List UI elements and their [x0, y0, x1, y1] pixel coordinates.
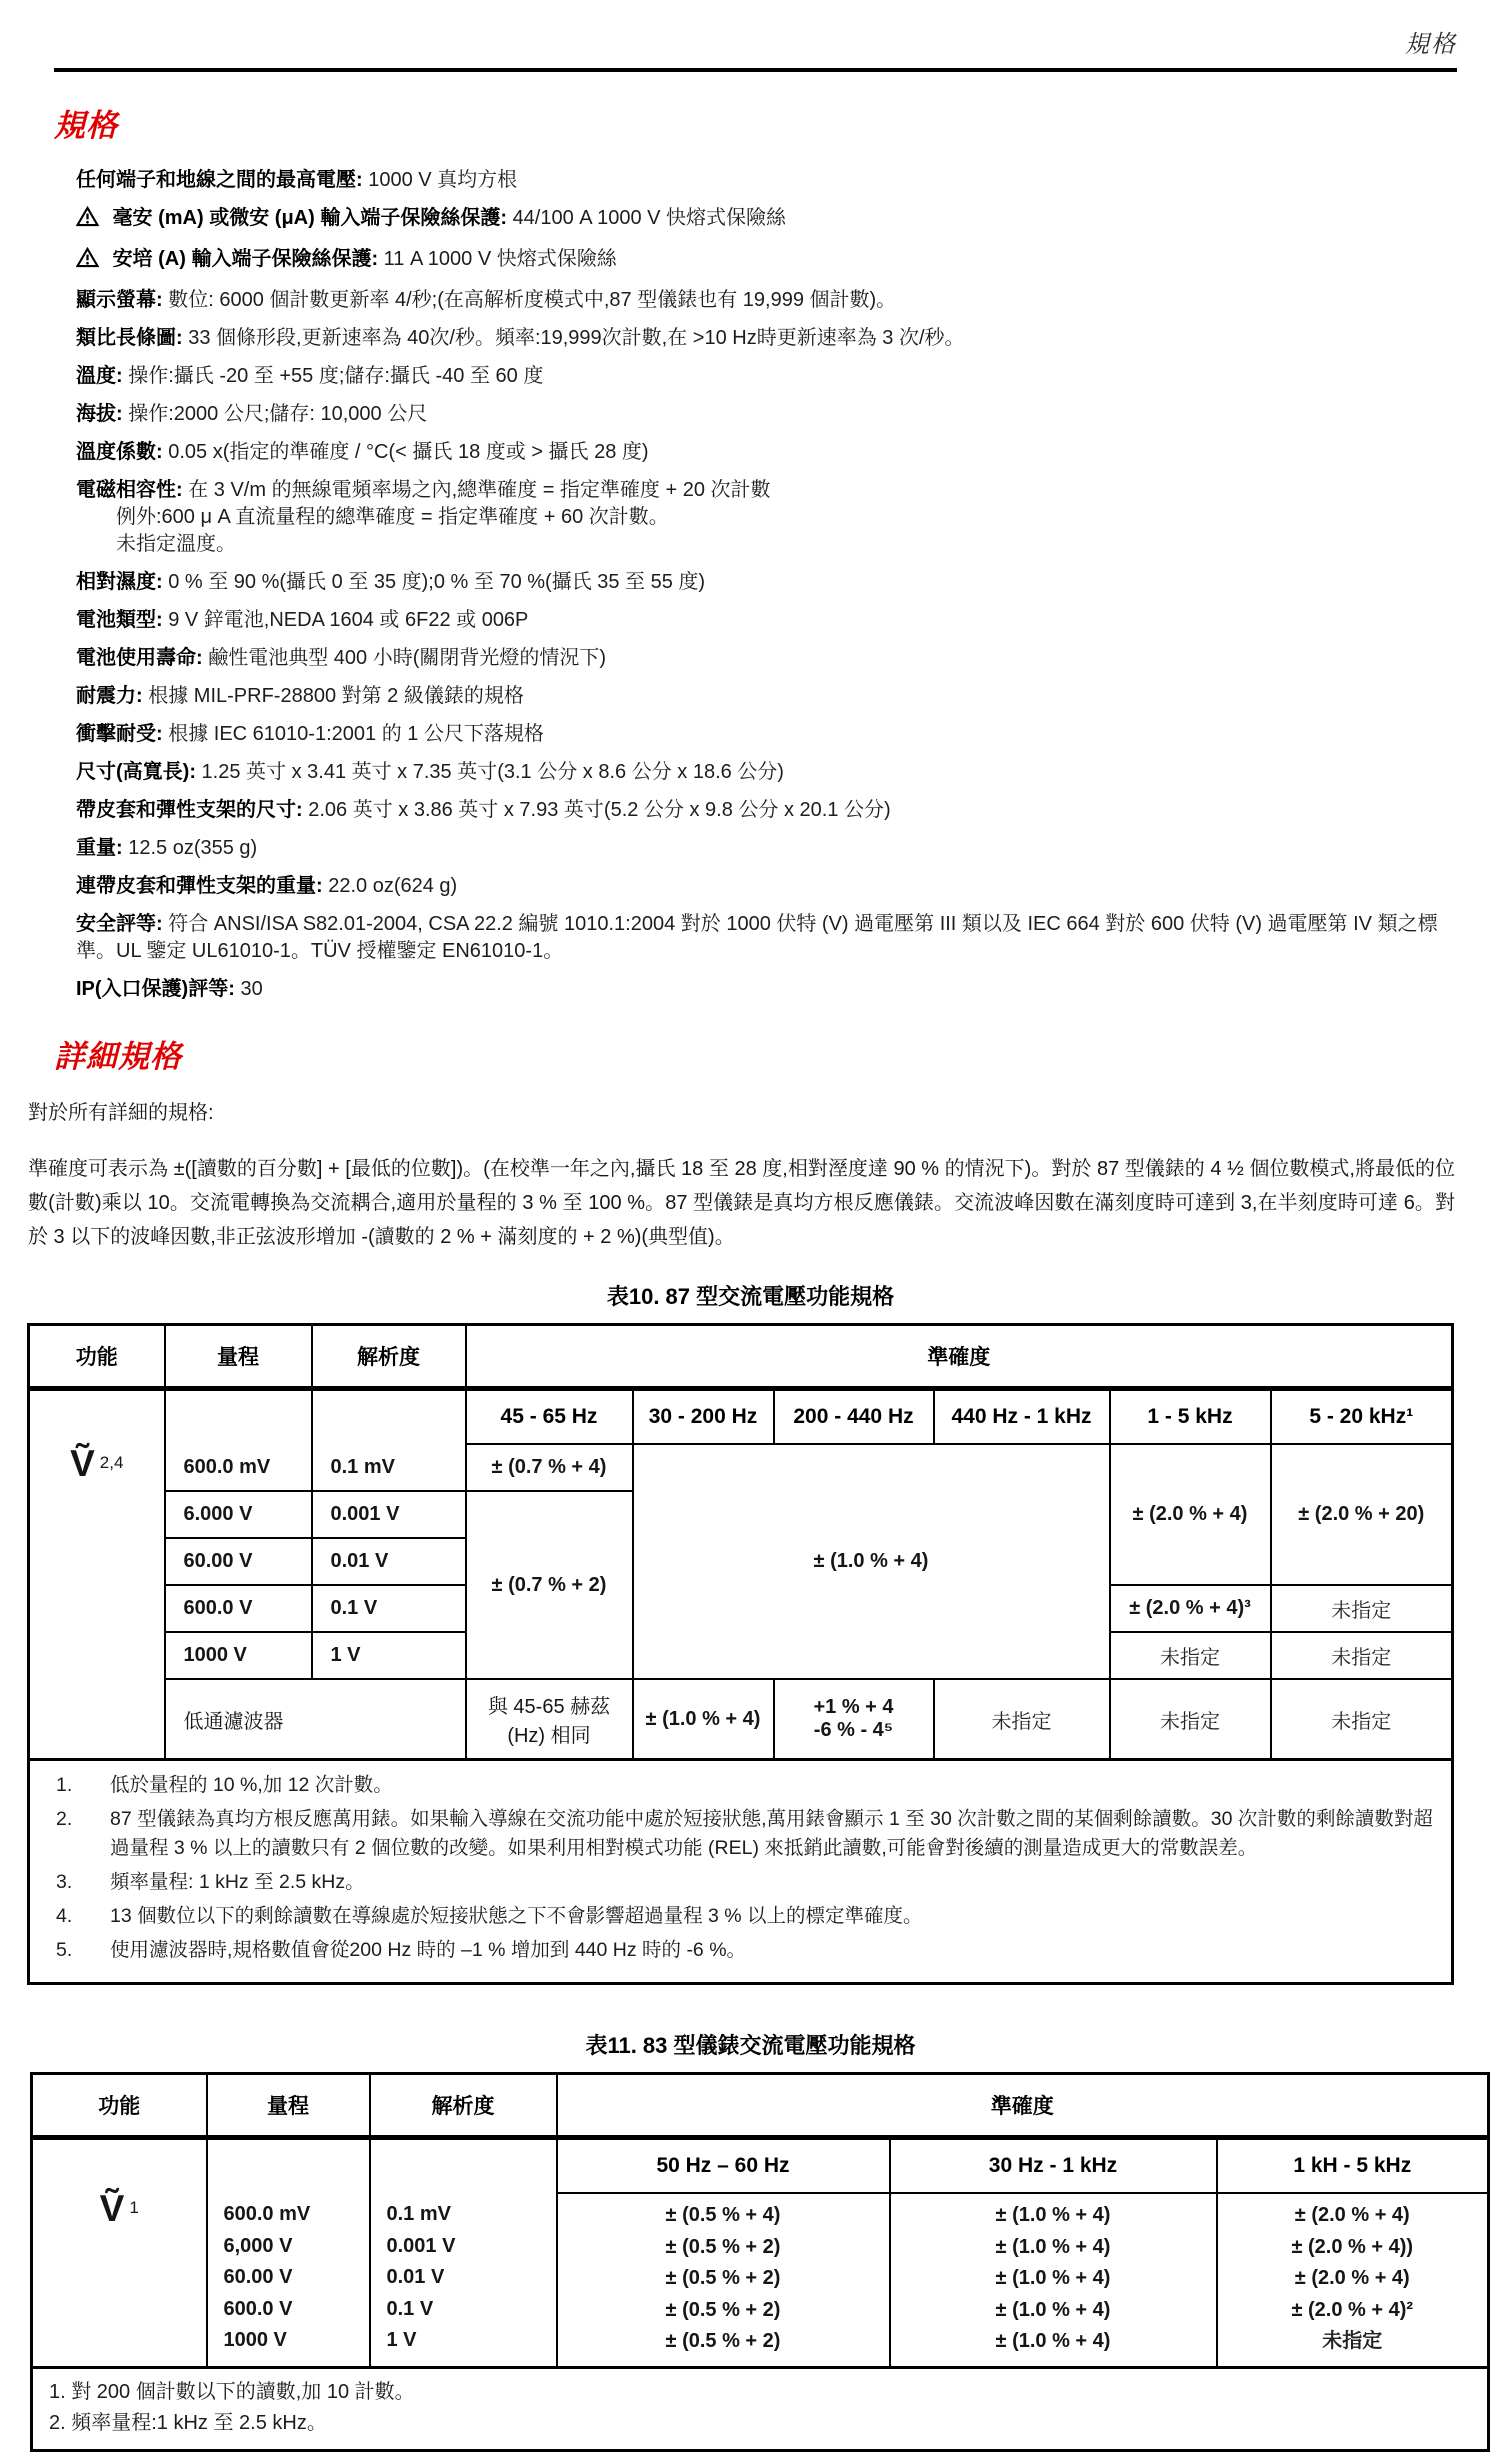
resolution-column — [370, 2193, 557, 2367]
footnote-text: 87 型儀錶為真均方根反應萬用錶。如果輸入導線在交流功能中處於短接狀態,萬用錶會顯示 1 至 30 次計數之間的某個剩餘讀數。30 次計數的剩餘讀數對超過量程 3 % 以上的讀數只有 2 個位數的改變。如果利用相對模式功能 (REL) 來抵銷此讀數,可能會對後續的測量造成更大的常數誤差。 — [110, 1808, 1433, 1859]
cell-accuracy-merged: ± (1.0 % + 4) — [633, 1444, 1110, 1679]
cell-accuracy-merged: ± (2.0 % + 20) — [1271, 1444, 1453, 1585]
footnote-number: 1. — [56, 1774, 73, 1796]
spec-item — [76, 911, 1455, 965]
cell-accuracy: 未指定 — [1271, 1585, 1453, 1632]
freq-header: 30 Hz - 1 kHz — [890, 2138, 1217, 2194]
spec-label: 任何端子和地線之間的最高電壓: — [76, 169, 363, 191]
cell-resolution: 0.01 V — [386, 2266, 445, 2288]
cell-resolution: 0.1 mV — [312, 1444, 466, 1491]
spec-list — [76, 167, 1455, 1003]
cell-accuracy: 未指定 — [1110, 1679, 1271, 1760]
spec-item — [76, 721, 1455, 748]
freq-header: 1 - 5 kHz — [1110, 1389, 1271, 1445]
table11-caption: 表11. 83 型儀錶交流電壓功能規格 — [585, 2033, 916, 2058]
footnote-number: 4. — [56, 1905, 73, 1927]
cell-range: 600.0 mV — [165, 1444, 312, 1491]
spec-label: 電磁相容性: — [76, 479, 183, 501]
footnote-text: 低於量程的 10 %,加 12 次計數。 — [110, 1774, 393, 1796]
cell-resolution: 0.01 V — [312, 1538, 466, 1585]
spec-value: 1000 V 真均方根 — [368, 169, 518, 191]
spec-value: 數位: 6000 個計數更新率 4/秒;(在高解析度模式中,87 型儀錶也有 19,999 個計數)。 — [168, 289, 897, 311]
spec-item — [76, 976, 1455, 1003]
spec-item — [76, 645, 1455, 672]
spec-item — [76, 205, 1455, 235]
accuracy-column-50-60 — [557, 2193, 890, 2367]
spec-label: 類比長條圖: — [76, 327, 183, 349]
cell-range: 1000 V — [165, 1632, 312, 1679]
freq-header: 200 - 440 Hz — [774, 1389, 934, 1445]
cell-accuracy: ± (0.5 % + 4) — [665, 2204, 781, 2226]
table10 — [27, 1323, 1454, 1985]
spec-label: 安培 (A) 輸入端子保險絲保護: — [112, 248, 379, 270]
cell-resolution: 0.001 V — [386, 2234, 456, 2257]
cell-accuracy: ± (1.0 % + 4) — [633, 1679, 774, 1760]
lpf-acc-line2: -6 % - 4⁵ — [813, 1719, 894, 1741]
cell-range: 1000 V — [223, 2329, 287, 2351]
cell-accuracy-merged: ± (2.0 % + 4) — [1110, 1444, 1271, 1585]
spec-item — [76, 569, 1455, 596]
spec-label: 重量: — [76, 837, 123, 859]
spec-item — [76, 873, 1455, 900]
spec-item — [76, 325, 1455, 352]
spec-label: 安全評等: — [76, 913, 163, 935]
empty-cell — [207, 2138, 370, 2194]
table10-caption: 表10. 87 型交流電壓功能規格 — [606, 1284, 895, 1309]
spec-item — [76, 683, 1455, 710]
lpf-same-as-line2: (Hz) 相同 — [507, 1725, 591, 1747]
cell-accuracy: ± (1.0 % + 4) — [995, 2330, 1111, 2352]
range-column — [207, 2193, 370, 2367]
detail-intro: 對於所有詳細的規格: — [28, 1102, 214, 1124]
spec-subline: 例外:600 μ A 直流量程的總準確度 = 指定準確度 + 60 次計數。 — [116, 506, 669, 528]
lpf-acc-line1: +1 % + 4 — [813, 1696, 894, 1718]
table11 — [30, 2072, 1490, 2452]
spec-value: 根據 MIL-PRF-28800 對第 2 級儀錶的規格 — [148, 685, 524, 707]
cell-range: 60.00 V — [165, 1538, 312, 1585]
function-symbol-cell — [32, 2138, 207, 2368]
spec-label: 相對濕度: — [76, 571, 163, 593]
ac-voltage-symbol: Ṽ — [99, 2188, 125, 2229]
cell-resolution: 1 V — [312, 1632, 466, 1679]
spec-value: 44/100 A 1000 V 快熔式保險絲 — [512, 207, 787, 229]
spec-item — [76, 477, 1455, 558]
spec-value: 操作:攝氏 -20 至 +55 度;儲存:攝氏 -40 至 60 度 — [128, 365, 544, 387]
cell-range: 6.000 V — [165, 1491, 312, 1538]
spec-value: 在 3 V/m 的無線電頻率場之內,總準確度 = 指定準確度 + 20 次計數 — [188, 479, 771, 501]
section-title-specs: 規格 — [54, 108, 118, 143]
footnote-text: 2. 頻率量程:1 kHz 至 2.5 kHz。 — [49, 2411, 327, 2434]
spec-subline: 未指定溫度。 — [116, 533, 236, 555]
cell-accuracy — [774, 1679, 934, 1760]
cell-accuracy: ± (0.5 % + 2) — [665, 2235, 781, 2258]
footnote-item — [56, 1868, 1439, 1897]
spec-label: 電池類型: — [76, 609, 163, 631]
col-header-resolution: 解析度 — [370, 2074, 557, 2138]
running-header-title: 規格 — [1405, 31, 1457, 58]
spec-item — [76, 246, 1455, 276]
freq-header: 440 Hz - 1 kHz — [934, 1389, 1110, 1445]
empty-cell — [370, 2138, 557, 2194]
spec-item — [76, 439, 1455, 466]
spec-value: 1.25 英寸 x 3.41 英寸 x 7.35 英寸(3.1 公分 x 8.6 公分 x 18.6 公分) — [201, 761, 784, 783]
cell-accuracy: ± (2.0 % + 4) — [1294, 2267, 1410, 2289]
function-footnote-sup: 2,4 — [99, 1453, 124, 1473]
footnote-item — [56, 1902, 1439, 1931]
cell-resolution: 0.1 V — [386, 2297, 434, 2320]
spec-value: 33 個條形段,更新速率為 40次/秒。頻率:19,999次計數,在 >10 Hz時更新速率為 3 次/秒。 — [188, 327, 965, 349]
cell-range: 60.00 V — [223, 2266, 293, 2288]
cell-resolution: 1 V — [386, 2329, 417, 2351]
cell-accuracy: ± (0.5 % + 2) — [665, 2298, 781, 2321]
spec-item — [76, 401, 1455, 428]
accuracy-column-30-1k — [890, 2193, 1217, 2367]
spec-item — [76, 759, 1455, 786]
spec-item — [76, 363, 1455, 390]
function-footnote-sup: 1 — [129, 2198, 139, 2218]
spec-item — [76, 607, 1455, 634]
col-header-range: 量程 — [165, 1325, 312, 1389]
freq-header: 1 kH - 5 kHz — [1217, 2138, 1489, 2194]
cell-accuracy: ± (1.0 % + 4) — [995, 2235, 1111, 2258]
footnote-text: 使用濾波器時,規格數值會從200 Hz 時的 –1 % 增加到 440 Hz 時的 -6 %。 — [110, 1939, 747, 1961]
freq-header: 50 Hz – 60 Hz — [557, 2138, 890, 2194]
header-rule — [54, 68, 1457, 72]
cell-accuracy — [466, 1679, 633, 1760]
col-header-accuracy: 準確度 — [466, 1325, 1453, 1389]
freq-header: 30 - 200 Hz — [633, 1389, 774, 1445]
cell-resolution: 0.001 V — [312, 1491, 466, 1538]
accuracy-column-1k-5k — [1217, 2193, 1489, 2367]
spec-item — [76, 287, 1455, 314]
table10-footnotes — [29, 1760, 1453, 1984]
empty-cell — [165, 1389, 312, 1445]
spec-value: 操作:2000 公尺;儲存: 10,000 公尺 — [128, 403, 428, 425]
section-title-detail: 詳細規格 — [54, 1039, 182, 1074]
spec-value: 符合 ANSI/ISA S82.01-2004, CSA 22.2 編號 1010.1:2004 對於 1000 伏特 (V) 過電壓第 III 類以及 IEC 664 對於 600 伏特 (V) 過電壓第 IV 類之標準。UL 鑒定 UL61010-1。TÜV 授權鑒定 EN61010-1。 — [76, 913, 1438, 962]
freq-header: 5 - 20 kHz¹ — [1271, 1389, 1453, 1445]
spec-item — [76, 167, 1455, 194]
spec-item — [76, 835, 1455, 862]
footnote-item — [56, 1805, 1439, 1863]
spec-label: 溫度: — [76, 365, 123, 387]
spec-value: 0 % 至 90 %(攝氏 0 至 35 度);0 % 至 70 %(攝氏 35 至 55 度) — [168, 571, 706, 593]
cell-range: 6,000 V — [223, 2234, 293, 2257]
spec-value: 11 A 1000 V 快熔式保險絲 — [383, 248, 617, 270]
spec-label: 帶皮套和彈性支架的尺寸: — [76, 799, 303, 821]
spec-label: 衝擊耐受: — [76, 723, 163, 745]
cell-range: 600.0 mV — [223, 2203, 311, 2225]
warning-icon — [76, 206, 99, 235]
cell-accuracy: ± (0.5 % + 2) — [665, 2267, 781, 2289]
footnote-text: 13 個數位以下的剩餘讀數在導線處於短接狀態之下不會影響超過量程 3 % 以上的標定準確度。 — [110, 1905, 923, 1927]
cell-accuracy: ± (2.0 % + 4) — [1294, 2204, 1410, 2226]
cell-accuracy: 未指定 — [934, 1679, 1110, 1760]
detail-paragraph: 準確度可表示為 ±([讀數的百分數] + [最低的位數])。(在校準一年之內,攝氏 18 至 28 度,相對溼度達 90 % 的情況下)。對於 87 型儀錶的 4 ½ 個位數模式,將最低的位數(計數)乘以 10。交流電轉換為交流耦合,適用於量程的 3 % 至 100 %。87 型儀錶是真均方根反應儀錶。交流波峰因數在滿刻度時可達到 3,在半刻度時可達 6。對於 3 以下的波峰因數,非正弦波形增加 -(讀數的 2 % + 滿刻度的 + 2 %)(典型值)。 — [28, 1158, 1455, 1248]
spec-value: 2.06 英寸 x 3.86 英寸 x 7.93 英寸(5.2 公分 x 9.8 公分 x 20.1 公分) — [308, 799, 891, 821]
spec-value: 9 V 鋅電池,NEDA 1604 或 6F22 或 006P — [168, 609, 529, 631]
spec-label: 毫安 (mA) 或微安 (μA) 輸入端子保險絲保護: — [112, 207, 507, 229]
cell-resolution: 0.1 mV — [386, 2203, 451, 2225]
ac-voltage-symbol: Ṽ — [70, 1443, 95, 1484]
spec-item — [76, 797, 1455, 824]
footnote-number: 3. — [56, 1871, 73, 1893]
col-header-accuracy: 準確度 — [557, 2074, 1489, 2138]
cell-accuracy: ± (0.5 % + 2) — [665, 2330, 781, 2352]
lpf-same-as-line1: 與 45-65 赫茲 — [487, 1696, 611, 1718]
col-header-resolution: 解析度 — [312, 1325, 466, 1389]
table11-footnotes — [32, 2367, 1489, 2450]
footnote-text: 頻率量程: 1 kHz 至 2.5 kHz。 — [110, 1871, 365, 1893]
spec-value: 0.05 x(指定的準確度 / °C(< 攝氏 18 度或 > 攝氏 28 度) — [168, 441, 649, 463]
cell-accuracy: ± (0.7 % + 4) — [466, 1444, 633, 1491]
cell-accuracy: ± (2.0 % + 4)³ — [1110, 1585, 1271, 1632]
spec-value: 22.0 oz(624 g) — [328, 875, 458, 897]
spec-label: 連帶皮套和彈性支架的重量: — [76, 875, 323, 897]
cell-range: 600.0 V — [165, 1585, 312, 1632]
footnote-text: 1. 對 200 個計數以下的讀數,加 10 計數。 — [49, 2380, 415, 2403]
footnote-item — [56, 1936, 1439, 1965]
col-header-range: 量程 — [207, 2074, 370, 2138]
page-header — [0, 0, 1501, 62]
freq-header: 45 - 65 Hz — [466, 1389, 633, 1445]
cell-accuracy: ± (1.0 % + 4) — [995, 2267, 1111, 2289]
cell-accuracy: 未指定 — [1322, 2330, 1383, 2352]
spec-label: 電池使用壽命: — [76, 647, 203, 669]
cell-accuracy: ± (2.0 % + 4)) — [1291, 2235, 1414, 2258]
cell-range: 600.0 V — [223, 2297, 293, 2320]
col-header-function: 功能 — [32, 2074, 207, 2138]
cell-accuracy: 未指定 — [1271, 1679, 1453, 1760]
spec-label: 海拔: — [76, 403, 123, 425]
footnote-number: 5. — [56, 1939, 73, 1961]
spec-value: 鹼性電池典型 400 小時(關閉背光燈的情況下) — [208, 647, 607, 669]
cell-accuracy: ± (1.0 % + 4) — [995, 2204, 1111, 2226]
spec-label: 耐震力: — [76, 685, 143, 707]
footnote-number: 2. — [56, 1808, 73, 1830]
spec-label: 溫度係數: — [76, 441, 163, 463]
spec-label: 尺寸(高寬長): — [76, 761, 196, 783]
cell-accuracy: ± (1.0 % + 4) — [995, 2298, 1111, 2321]
cell-accuracy-merged: ± (0.7 % + 2) — [466, 1491, 633, 1679]
empty-cell — [312, 1389, 466, 1445]
warning-icon — [76, 247, 99, 276]
spec-label: 顯示螢幕: — [76, 289, 163, 311]
spec-value: 12.5 oz(355 g) — [128, 837, 258, 859]
spec-label: IP(入口保護)評等: — [76, 978, 235, 1000]
spec-value: 30 — [240, 978, 263, 1000]
cell-resolution: 0.1 V — [312, 1585, 466, 1632]
low-pass-filter-label: 低通濾波器 — [165, 1679, 466, 1760]
col-header-function: 功能 — [29, 1325, 165, 1389]
spec-value: 根據 IEC 61010-1:2001 的 1 公尺下落規格 — [168, 723, 544, 745]
cell-accuracy: ± (2.0 % + 4)² — [1291, 2298, 1414, 2321]
cell-accuracy: 未指定 — [1110, 1632, 1271, 1679]
footnote-item — [56, 1771, 1439, 1800]
cell-accuracy: 未指定 — [1271, 1632, 1453, 1679]
function-symbol-cell — [29, 1389, 165, 1760]
